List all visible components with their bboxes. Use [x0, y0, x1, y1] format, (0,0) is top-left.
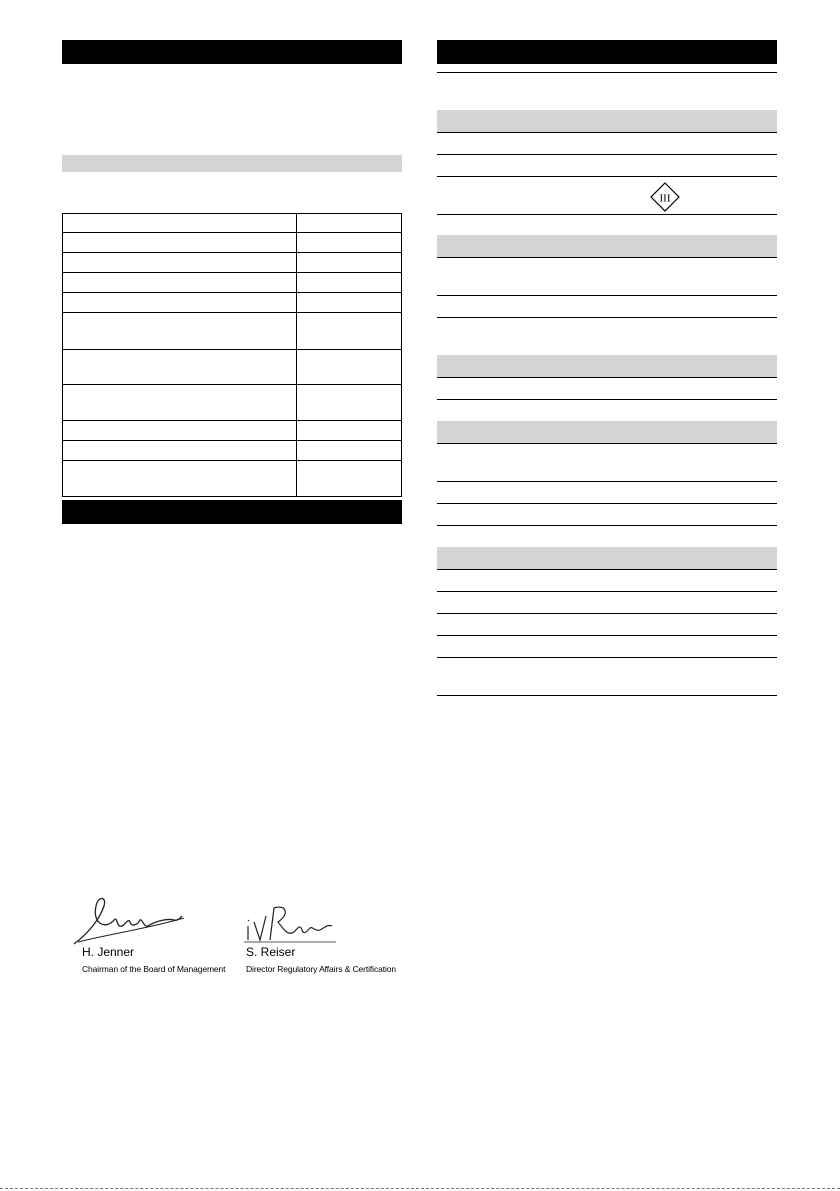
- signatory-title: Director Regulatory Affairs & Certification: [246, 964, 397, 974]
- table-rule-vertical: [296, 213, 297, 497]
- protection-class-label: III: [659, 192, 671, 205]
- table-rule-vertical: [401, 213, 402, 497]
- right-group-bar: [437, 421, 777, 443]
- signature-reiser: [240, 900, 340, 944]
- table-rule: [437, 591, 777, 592]
- table-rule: [437, 481, 777, 482]
- table-rule: [437, 443, 777, 444]
- table-rule: [437, 695, 777, 696]
- table-rule: [437, 635, 777, 636]
- left-section-header-bar-2: [62, 500, 402, 524]
- table-rule: [437, 257, 777, 258]
- table-rule: [437, 503, 777, 504]
- page-trim-line: [0, 1188, 840, 1189]
- left-subsection-bar: [62, 155, 402, 172]
- table-rule: [62, 384, 402, 385]
- table-rule: [437, 657, 777, 658]
- table-rule: [437, 525, 777, 526]
- right-section-header-bar: [437, 40, 777, 64]
- table-rule: [437, 569, 777, 570]
- table-rule: [62, 496, 402, 497]
- table-rule: [437, 132, 777, 133]
- table-rule: [437, 176, 777, 177]
- left-section-header-bar: [62, 40, 402, 64]
- right-group-bar: [437, 547, 777, 569]
- signatory-name: H. Jenner: [82, 945, 135, 959]
- protection-class-III-icon: [650, 182, 680, 212]
- table-rule: [437, 613, 777, 614]
- table-rule: [62, 349, 402, 350]
- right-group-bar: [437, 235, 777, 257]
- table-rule: [437, 214, 777, 215]
- table-rule: [62, 420, 402, 421]
- table-rule: [62, 292, 402, 293]
- right-group-bar: [437, 110, 777, 132]
- table-rule: [437, 317, 777, 318]
- right-group-bar: [437, 355, 777, 377]
- table-rule: [437, 154, 777, 155]
- table-rule: [437, 377, 777, 378]
- table-rule: [437, 295, 777, 296]
- table-rule: [437, 72, 777, 73]
- table-rule-vertical: [62, 213, 63, 497]
- table-rule: [62, 252, 402, 253]
- signatory-name: S. Reiser: [246, 945, 296, 959]
- table-rule: [62, 440, 402, 441]
- table-rule: [62, 460, 402, 461]
- signature-jenner: [70, 892, 190, 950]
- table-rule: [437, 399, 777, 400]
- table-rule: [62, 272, 402, 273]
- table-rule: [62, 312, 402, 313]
- table-rule: [62, 232, 402, 233]
- signatory-title: Chairman of the Board of Management: [82, 964, 226, 974]
- table-rule: [62, 213, 402, 214]
